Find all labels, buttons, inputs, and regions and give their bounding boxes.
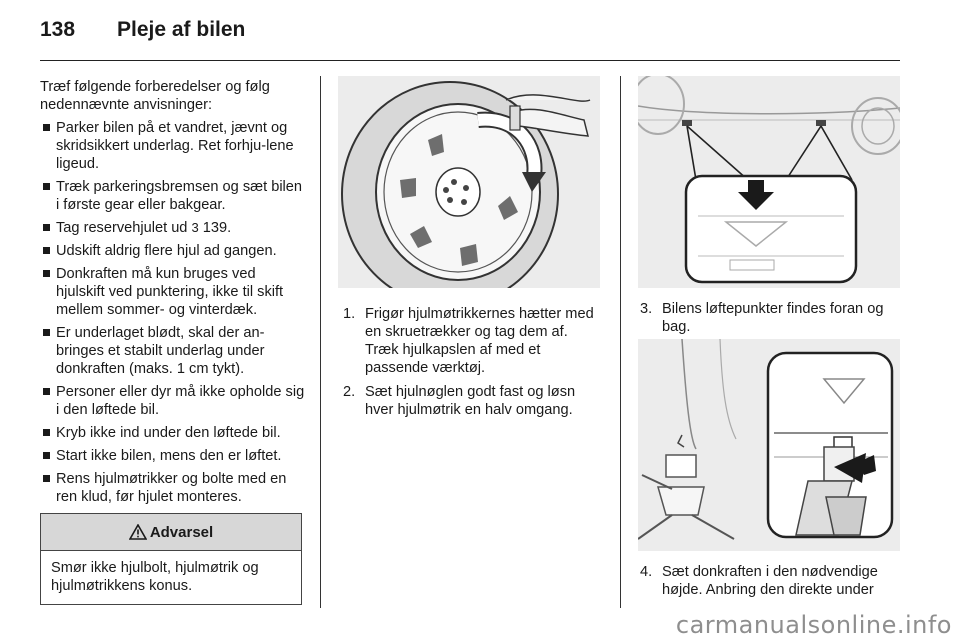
list-item: Kryb ikke ind under den løftede bil.	[40, 424, 308, 442]
step-number: 2.	[343, 384, 356, 400]
preparation-list	[40, 119, 308, 506]
middle-steps	[343, 305, 605, 425]
warning-triangle-icon	[129, 524, 147, 540]
left-column	[40, 78, 308, 511]
warning-title: Advarsel	[149, 523, 214, 541]
step-text: Frigør hjulmøtrikkernes hætter med en skruetrækker og tag dem af. Træk hjulkapslen af med et passende værktøj.	[365, 306, 594, 376]
steps-list-1	[343, 305, 605, 419]
step-text: Bilens løftepunkter findes foran og bag.	[662, 301, 884, 335]
step-number: 3.	[640, 301, 653, 317]
list-item: Rens hjulmøtrikker og bolte med en ren klud, før hjulet monteres.	[40, 470, 308, 506]
page-header	[0, 0, 960, 62]
steps-list-3	[640, 563, 902, 599]
spare-wheel-text: Tag reservehjulet ud	[56, 220, 188, 236]
step-number: 1.	[343, 306, 356, 322]
list-item: Personer eller dyr må ikke opholde sig i den løftede bil.	[40, 383, 308, 419]
intro-text: Træf følgende forberedelser og følg nedennævnte anvisninger:	[40, 79, 270, 113]
list-item	[343, 383, 605, 419]
wheel-cap-illustration	[338, 76, 600, 288]
watermark: carmanualsonline.info	[675, 611, 952, 639]
list-item: Udskift aldrig flere hjul ad gangen.	[40, 242, 308, 260]
column-divider-2	[620, 76, 621, 608]
warning-box	[40, 513, 302, 605]
list-item	[640, 300, 902, 336]
page-title: Pleje af bilen	[117, 18, 246, 41]
page-number: 138	[40, 18, 76, 41]
list-item: Er underlaget blødt, skal der an-bringes et stabilt underlag under donkraften (maks. 1 cm tykt).	[40, 324, 308, 378]
list-item: Start ikke bilen, mens den er løftet.	[40, 447, 308, 465]
right-steps-2	[640, 563, 902, 605]
list-item: Donkraften må kun bruges ved hjulskift ved punktering, ikke til skift mellem sommer- og vinterdæk.	[40, 265, 308, 319]
list-item	[343, 305, 605, 377]
warning-header	[41, 514, 301, 551]
steps-list-2	[640, 300, 902, 336]
header-rule	[40, 60, 900, 61]
step-number: 4.	[640, 564, 653, 580]
list-item	[40, 219, 308, 237]
right-steps-1	[640, 300, 902, 342]
page-reference: 139.	[202, 220, 232, 236]
list-item: Parker bilen på et vandret, jævnt og skridsikkert underlag. Ret forhju-lene ligeud.	[40, 119, 308, 173]
lifting-point-illustration	[638, 76, 900, 288]
step-text: Sæt donkraften i den nødvendige højde. Anbring den direkte under	[662, 564, 878, 598]
page-reference-icon: 3	[191, 220, 199, 235]
list-item: Træk parkeringsbremsen og sæt bilen i første gear eller bakgear.	[40, 178, 308, 214]
column-divider-1	[320, 76, 321, 608]
step-text: Sæt hjulnøglen godt fast og løsn hver hjulmøtrik en halv omgang.	[365, 384, 576, 418]
list-item	[640, 563, 902, 599]
warning-body: Smør ikke hjulbolt, hjulmøtrik og hjulmøtrikkens konus.	[51, 560, 259, 594]
jack-placement-illustration	[638, 339, 900, 551]
